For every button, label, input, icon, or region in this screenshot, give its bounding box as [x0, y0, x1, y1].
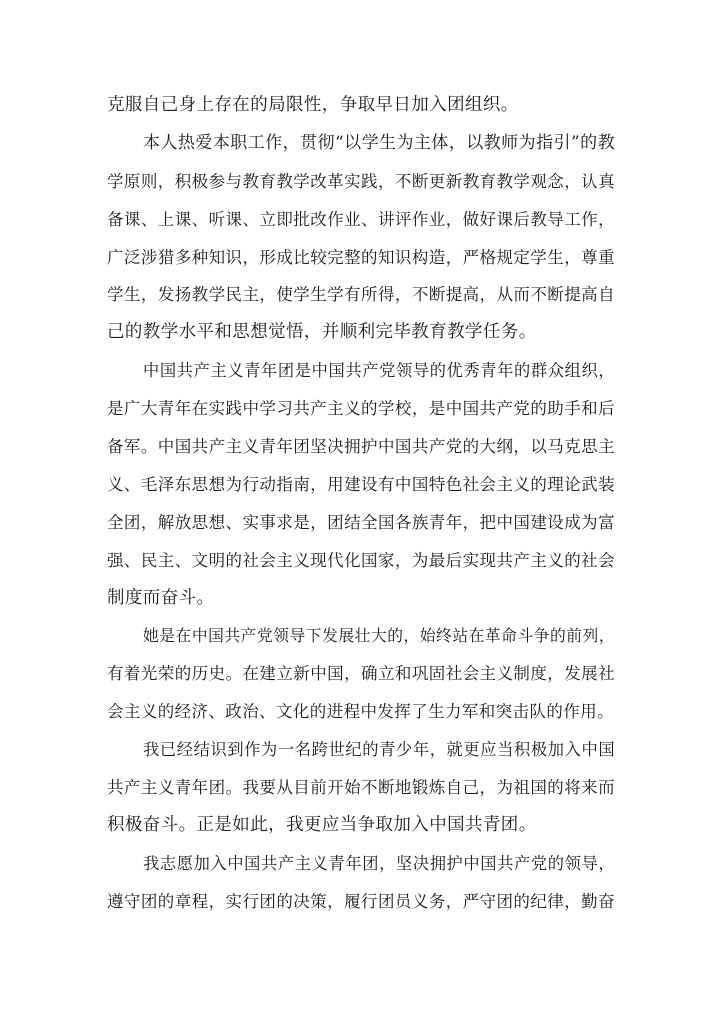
paragraph-line: 学原则，积极参与教育教学改革实践，不断更新教育教学观念，认真: [107, 171, 615, 191]
paragraph-line: 她是在中国共产党领导下发展壮大的，始终站在革命斗争的前列，: [143, 626, 615, 646]
paragraph-line: 积极奋斗。正是如此，我更应当争取加入中国共青团。: [107, 814, 537, 835]
paragraph-line: 有着光荣的历史。在建立新中国，确立和巩固社会主义制度，发展社: [107, 664, 615, 684]
paragraph-line: 全团，解放思想、实事求是，团结全国各族青年，把中国建设成为富: [107, 512, 615, 532]
paragraph-line: 本人热爱本职工作，贯彻“以学生为主体，以教师为指引”的教: [143, 132, 615, 153]
document-body: [107, 87, 615, 921]
paragraph-line: 会主义的经济、政治、文化的进程中发挥了生力军和突击队的作用。: [107, 702, 614, 722]
paragraph-line: 是广大青年在实践中学习共产主义的学校，是中国共产党的助手和后: [107, 399, 615, 419]
paragraph-line: 己的教学水平和思想觉悟，并顺利完毕教育教学任务。: [107, 322, 537, 343]
paragraph-line: 广泛涉猎多种知识，形成比较完整的知识构造，严格规定学生，尊重: [107, 247, 615, 267]
paragraph-line: 制度而奋斗。: [107, 587, 215, 608]
paragraph-line: 强、民主、文明的社会主义现代化国家，为最后实现共产主义的社会: [107, 550, 615, 570]
paragraph-line: 备军。中国共产主义青年团坚决拥护中国共产党的大纲，以马克思主: [107, 437, 615, 457]
paragraph-line: 备课、上课、听课、立即批改作业、讲评作业，做好课后教导工作，: [107, 209, 615, 229]
paragraph-line: 中国共产主义青年团是中国共产党领导的优秀青年的群众组织，: [143, 361, 615, 381]
paragraph-line: 遵守团的章程，实行团的决策，履行团员义务，严守团的纪律，勤奋: [107, 891, 615, 911]
paragraph-line: 克服自己身上存在的局限性，争取早日加入团组织。: [107, 95, 519, 115]
paragraph-line: 学生，发扬教学民主，使学生学有所得，不断提高，从而不断提高自: [107, 285, 615, 305]
paragraph-line: 我志愿加入中国共产主义青年团，坚决拥护中国共产党的领导，: [143, 853, 615, 873]
paragraph-line: 共产主义青年团。我要从目前开始不断地锻炼自己，为祖国的将来而: [107, 778, 615, 798]
paragraph-line: 我已经结识到作为一名跨世纪的青少年，就更应当积极加入中国: [143, 740, 615, 760]
paragraph-line: 义、毛泽东思想为行动指南，用建设有中国特色社会主义的理论武装: [107, 474, 615, 494]
